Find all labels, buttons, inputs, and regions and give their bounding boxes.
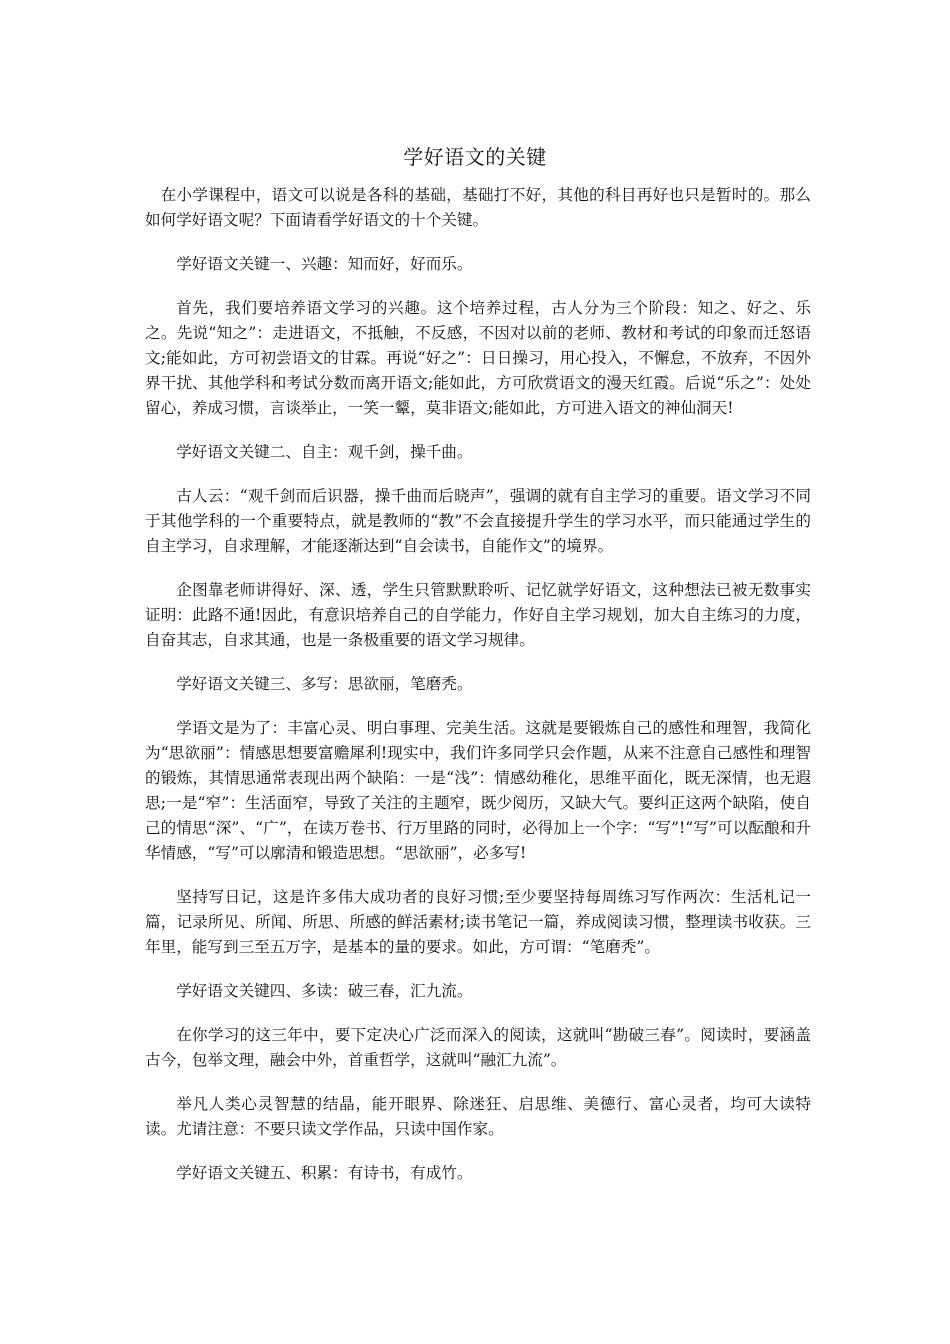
paragraph-writing-body-1: 学语文是为了：丰富心灵、明白事理、完美生活。这就是要锻炼自己的感性和理智，我简化为“思欲丽”：情感思想要富赡犀利!现实中，我们许多同学只会作题，从来不注意自己感性和理智的锻炼，其情思通常表现出两个缺陷：一是“浅”：情感幼稚化，思维平面化，既无深情，也无遐思;一是“窄”：生活面窄，导致了关注的主题窄，既少阅历，又缺大气。要纠正这两个缺陷，使自己的情思“深”、“广”，在读万卷书、行万里路的同时，必得加上一个字：“写”!“写”可以酝酿和升华情感，“写”可以廓清和锻造思想。“思欲丽”，必多写! bbox=[145, 719, 811, 862]
paragraph-key-five-heading: 学好语文关键五、积累：有诗书，有成竹。 bbox=[176, 1164, 473, 1182]
paragraph-key-three-heading: 学好语文关键三、多写：思欲丽，笔磨秃。 bbox=[176, 675, 473, 693]
paragraph-intro: 在小学课程中，语文可以说是各科的基础，基础打不好，其他的科目再好也只是暂时的。那么如何学好语文呢？下面请看学好语文的十个关键。 bbox=[145, 186, 811, 229]
paragraph-key-two-heading: 学好语文关键二、自主：观千剑，操千曲。 bbox=[176, 443, 473, 461]
document-title: 学好语文的关键 bbox=[403, 145, 547, 169]
paragraph-reading-body-1: 在你学习的这三年中，要下定决心广泛而深入的阅读，这就叫“勘破三春”。阅读时，要涵盖古今，包举文理，融会中外，首重哲学，这就叫“融汇九流”。 bbox=[145, 1026, 811, 1069]
paragraph-key-four-heading: 学好语文关键四、多读：破三春，汇九流。 bbox=[176, 982, 473, 1000]
paragraph-reading-body-2: 举凡人类心灵智慧的结晶，能开眼界、除迷狂、启思维、美德行、富心灵者，均可大读特读。尤请注意：不要只读文学作品，只读中国作家。 bbox=[145, 1095, 811, 1138]
paragraph-key-one-heading: 学好语文关键一、兴趣：知而好，好而乐。 bbox=[176, 255, 473, 273]
paragraph-autonomy-body-1: 古人云：“观千剑而后识器，操千曲而后晓声”，强调的就有自主学习的重要。语文学习不同于其他学科的一个重要特点，就是教师的“教”不会直接提升学生的学习水平，而只能通过学生的自主学习，自求理解，才能逐渐达到“自会读书，自能作文”的境界。 bbox=[145, 487, 811, 555]
document-body bbox=[145, 183, 811, 1205]
paragraph-interest-body: 首先，我们要培养语文学习的兴趣。这个培养过程，古人分为三个阶段：知之、好之、乐之。先说“知之”：走进语文，不抵触，不反感，不因对以前的老师、教材和考试的印象而迁怒语文;能如此，方可初尝语文的甘霖。再说“好之”：日日操习，用心投入，不懈怠，不放弃，不因外界干扰、其他学科和考试分数而离开语文;能如此，方可欣赏语文的漫天红霞。后说“乐之”：处处留心，养成习惯，言谈举止，一笑一颦，莫非语文;能如此，方可进入语文的神仙洞天! bbox=[145, 299, 811, 417]
paragraph-autonomy-body-2: 企图靠老师讲得好、深、透，学生只管默默聆听、记忆就学好语文，这种想法已被无数事实证明：此路不通!因此，有意识培养自己的自学能力，作好自主学习规划，加大自主练习的力度，自奋其志，自求其通，也是一条极重要的语文学习规律。 bbox=[145, 581, 811, 649]
paragraph-writing-body-2: 坚持写日记，这是许多伟大成功者的良好习惯;至少要坚持每周练习写作两次：生活札记一篇，记录所见、所闻、所思、所感的鲜活素材;读书笔记一篇，养成阅读习惯，整理读书收获。三年里，能写到三至五万字，是基本的量的要求。如此，方可谓：“笔磨秃”。 bbox=[145, 888, 811, 956]
